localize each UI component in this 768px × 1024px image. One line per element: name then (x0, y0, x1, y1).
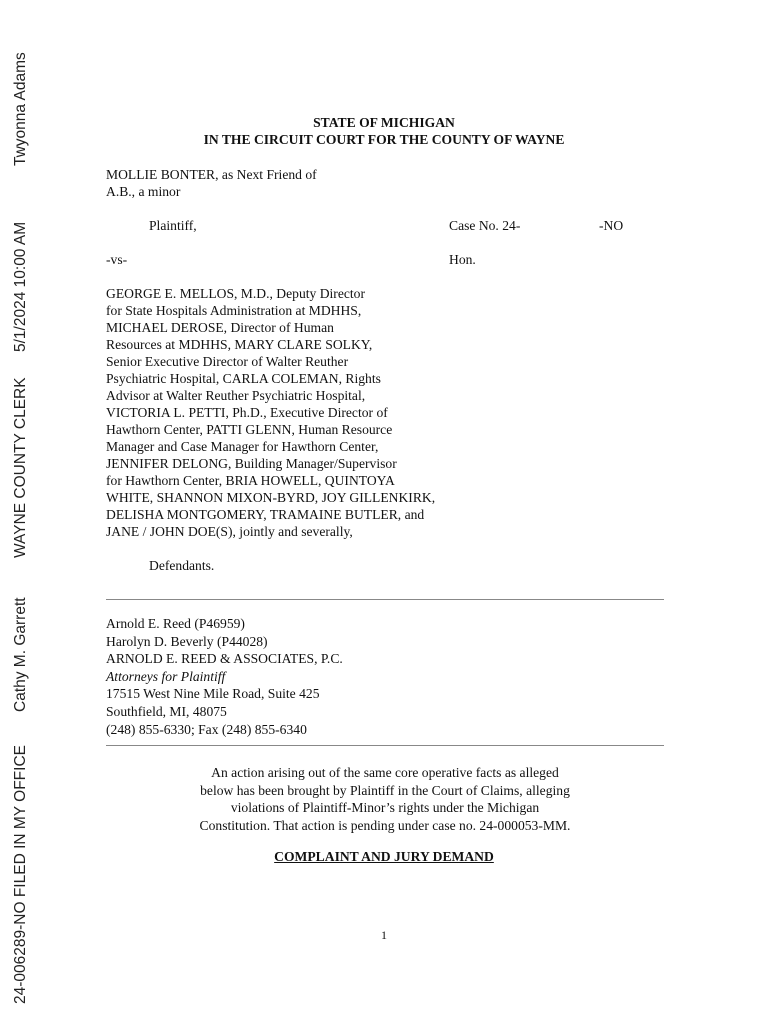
defendants-label: Defendants. (149, 558, 215, 573)
counsel-block (106, 615, 343, 738)
plaintiff-line-1: MOLLIE BONTER, as Next Friend of (106, 167, 317, 182)
notice-line: violations of Plaintiff-Minor’s rights under the Michigan (230, 800, 540, 816)
counsel-divider (106, 745, 664, 746)
firm-phone-fax: (248) 855-6330; Fax (248) 855-6340 (106, 721, 307, 737)
defendant-line: for State Hospitals Administration at MDHHS, (106, 303, 362, 318)
attorney-role: Attorneys for Plaintiff (106, 668, 226, 684)
stamp-office: WAYNE COUNTY CLERK (12, 377, 29, 558)
defendant-line: JENNIFER DELONG, Building Manager/Supervisor (106, 456, 397, 471)
related-action-notice (106, 764, 664, 834)
stamp-case-filed: 24-006289-NO FILED IN MY OFFICE (12, 745, 29, 1004)
document-title: COMPLAINT AND JURY DEMAND (274, 849, 494, 864)
caption-divider (106, 599, 664, 600)
plaintiff-label: Plaintiff, (149, 218, 197, 233)
court-state-heading: STATE OF MICHIGAN (313, 115, 455, 130)
defendant-line: Resources at MDHHS, MARY CLARE SOLKY, (106, 337, 373, 352)
defendant-line: MICHAEL DEROSE, Director of Human (106, 320, 334, 335)
defendant-line: VICTORIA L. PETTI, Ph.D., Executive Director of (106, 405, 388, 420)
versus-label: -vs- (106, 252, 128, 267)
defendant-line: JANE / JOHN DOE(S), jointly and severally, (106, 524, 353, 539)
attorney-2: Harolyn D. Beverly (P44028) (106, 633, 268, 649)
law-firm: ARNOLD E. REED & ASSOCIATES, P.C. (106, 651, 343, 667)
stamp-clerk-name: Cathy M. Garrett (12, 597, 29, 712)
case-number-suffix: -NO (599, 218, 624, 233)
notice-line: below has been brought by Plaintiff in the Court of Claims, alleging (200, 782, 570, 798)
judge-label: Hon. (449, 252, 476, 267)
defendant-line: Hawthorn Center, PATTI GLENN, Human Resource (106, 422, 393, 437)
attorney-1: Arnold E. Reed (P46959) (106, 616, 245, 631)
defendant-line: GEORGE E. MELLOS, M.D., Deputy Director (106, 286, 365, 301)
defendant-line: Advisor at Walter Reuther Psychiatric Hospital, (106, 388, 366, 403)
plaintiff-line-2: A.B., a minor (106, 184, 181, 199)
notice-line: An action arising out of the same core operative facts as alleged (211, 765, 559, 780)
page-number: 1 (381, 928, 387, 942)
case-number-label: Case No. 24- (449, 218, 521, 233)
defendant-line: Manager and Case Manager for Hawthorn Center, (106, 439, 379, 454)
defendant-line: Psychiatric Hospital, CARLA COLEMAN, Rights (106, 371, 381, 386)
defendant-line: Senior Executive Director of Walter Reuther (106, 354, 349, 369)
stamp-datetime: 5/1/2024 10:00 AM (12, 221, 29, 352)
court-name-heading: IN THE CIRCUIT COURT FOR THE COUNTY OF WAYNE (203, 132, 565, 147)
firm-address-line-2: Southfield, MI, 48075 (106, 703, 227, 719)
notice-line: Constitution. That action is pending under case no. 24-000053-MM. (199, 817, 571, 833)
stamp-deputy: Twyonna Adams (12, 52, 29, 166)
defendant-line: DELISHA MONTGOMERY, TRAMAINE BUTLER, and (106, 507, 425, 522)
defendant-line: for Hawthorn Center, BRIA HOWELL, QUINTOYA (106, 473, 395, 488)
defendant-line: WHITE, SHANNON MIXON-BYRD, JOY GILLENKIRK, (106, 490, 436, 505)
firm-address-line-1: 17515 West Nine Mile Road, Suite 425 (106, 686, 320, 702)
defendants-list (106, 285, 435, 540)
